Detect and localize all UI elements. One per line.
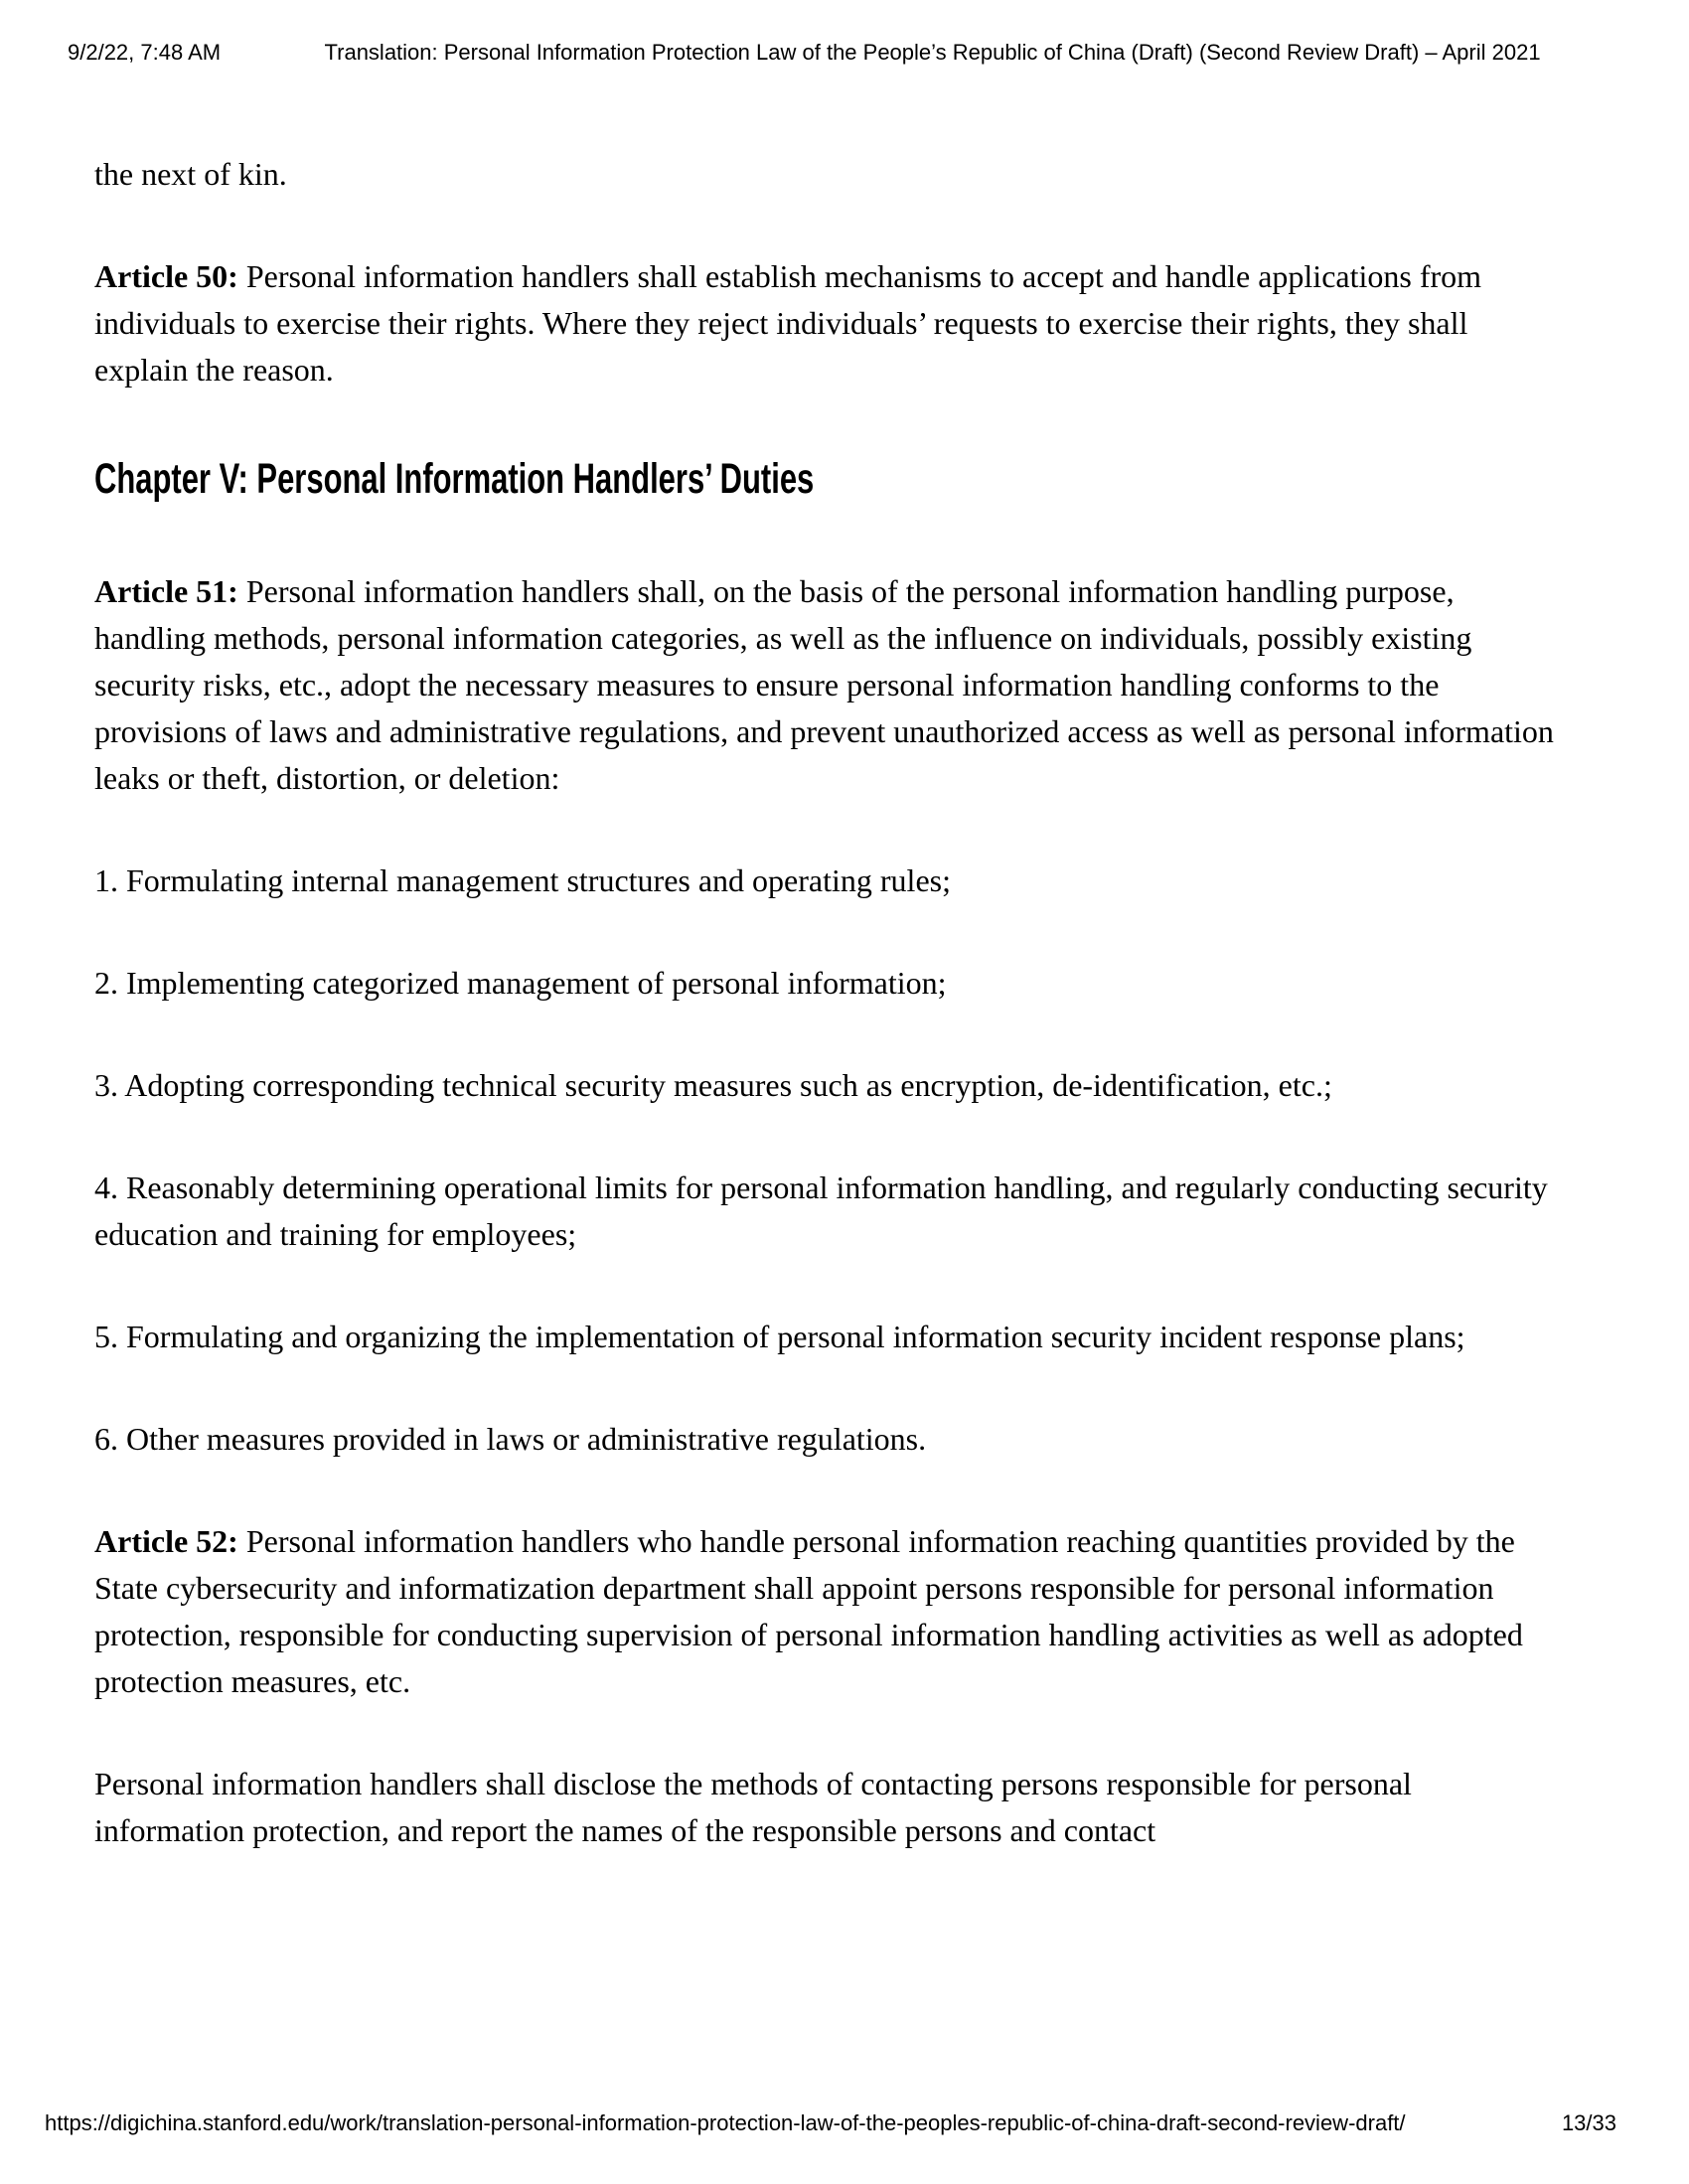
print-source-url: https://digichina.stanford.edu/work/translation-personal-information-protection-law-of-the-peoples-republic-of-china-draft-second-review-draft/: [45, 2110, 1406, 2135]
paragraph-text: 4. Reasonably determining operational limits for personal information handling, and regularly conducting security education and training for employees;: [94, 1170, 1548, 1252]
paragraph-text: Personal information handlers shall disclose the methods of contacting persons responsible for personal information protection, and report the names of the responsible persons and contact: [94, 1766, 1412, 1848]
paragraph-text: Personal information handlers who handle personal information reaching quantities provided by the State cybersecurity and informatization department shall appoint persons responsible for personal information protection, responsible for conducting supervision of personal information handling activities as well as adopted protection measures, etc.: [94, 1523, 1523, 1699]
print-header: [68, 40, 1644, 66]
paragraph-text: the next of kin.: [94, 156, 287, 192]
paragraph-text: 6. Other measures provided in laws or administrative regulations.: [94, 1421, 927, 1457]
paragraph-text: 5. Formulating and organizing the implementation of personal information security incident response plans;: [94, 1319, 1465, 1354]
body-paragraph: [94, 1062, 1565, 1109]
body-paragraph: [94, 1761, 1565, 1854]
document-body: [94, 151, 1565, 1910]
body-paragraph: [94, 858, 1565, 904]
body-paragraph: [94, 1416, 1565, 1463]
print-datetime: 9/2/22, 7:48 AM: [68, 40, 222, 65]
paragraph-text: Personal information handlers shall establish mechanisms to accept and handle applications from individuals to exercise their rights. Where they reject individuals’ requests to exercise their rights, they shall explain the reason.: [94, 258, 1482, 388]
article-paragraph: [94, 253, 1565, 393]
paragraph-text: Personal information handlers shall, on the basis of the personal information handling purpose, handling methods, personal information categories, as well as the influence on individuals, possibly existing security risks, etc., adopt the necessary measures to ensure personal information handling conforms to the provisions of laws and administrative regulations, and prevent unauthorized access as well as personal information leaks or theft, distortion, or deletion:: [94, 573, 1554, 796]
article-paragraph: [94, 1518, 1565, 1705]
paragraph-text: 1. Formulating internal management structures and operating rules;: [94, 862, 951, 898]
body-paragraph: [94, 960, 1565, 1007]
print-document-title: Translation: Personal Information Protection Law of the People’s Republic of China (Draft) (Second Review Draft) – April 2021: [324, 40, 1541, 65]
article-paragraph: [94, 568, 1565, 802]
body-paragraph: [94, 1314, 1565, 1360]
article-label: Article 52:: [94, 1523, 238, 1559]
article-label: Article 50:: [94, 258, 238, 294]
print-page-number: 13/33: [1561, 2110, 1616, 2135]
article-label: Article 51:: [94, 573, 238, 609]
paragraph-text: 3. Adopting corresponding technical security measures such as encryption, de-identification, etc.;: [94, 1067, 1332, 1103]
chapter-heading: Chapter V: Personal Information Handlers’ Duties: [94, 455, 815, 503]
paragraph-text: 2. Implementing categorized management of personal information;: [94, 965, 947, 1001]
print-footer: [45, 2110, 1616, 2136]
body-paragraph: [94, 1165, 1565, 1258]
body-paragraph: [94, 151, 1565, 198]
